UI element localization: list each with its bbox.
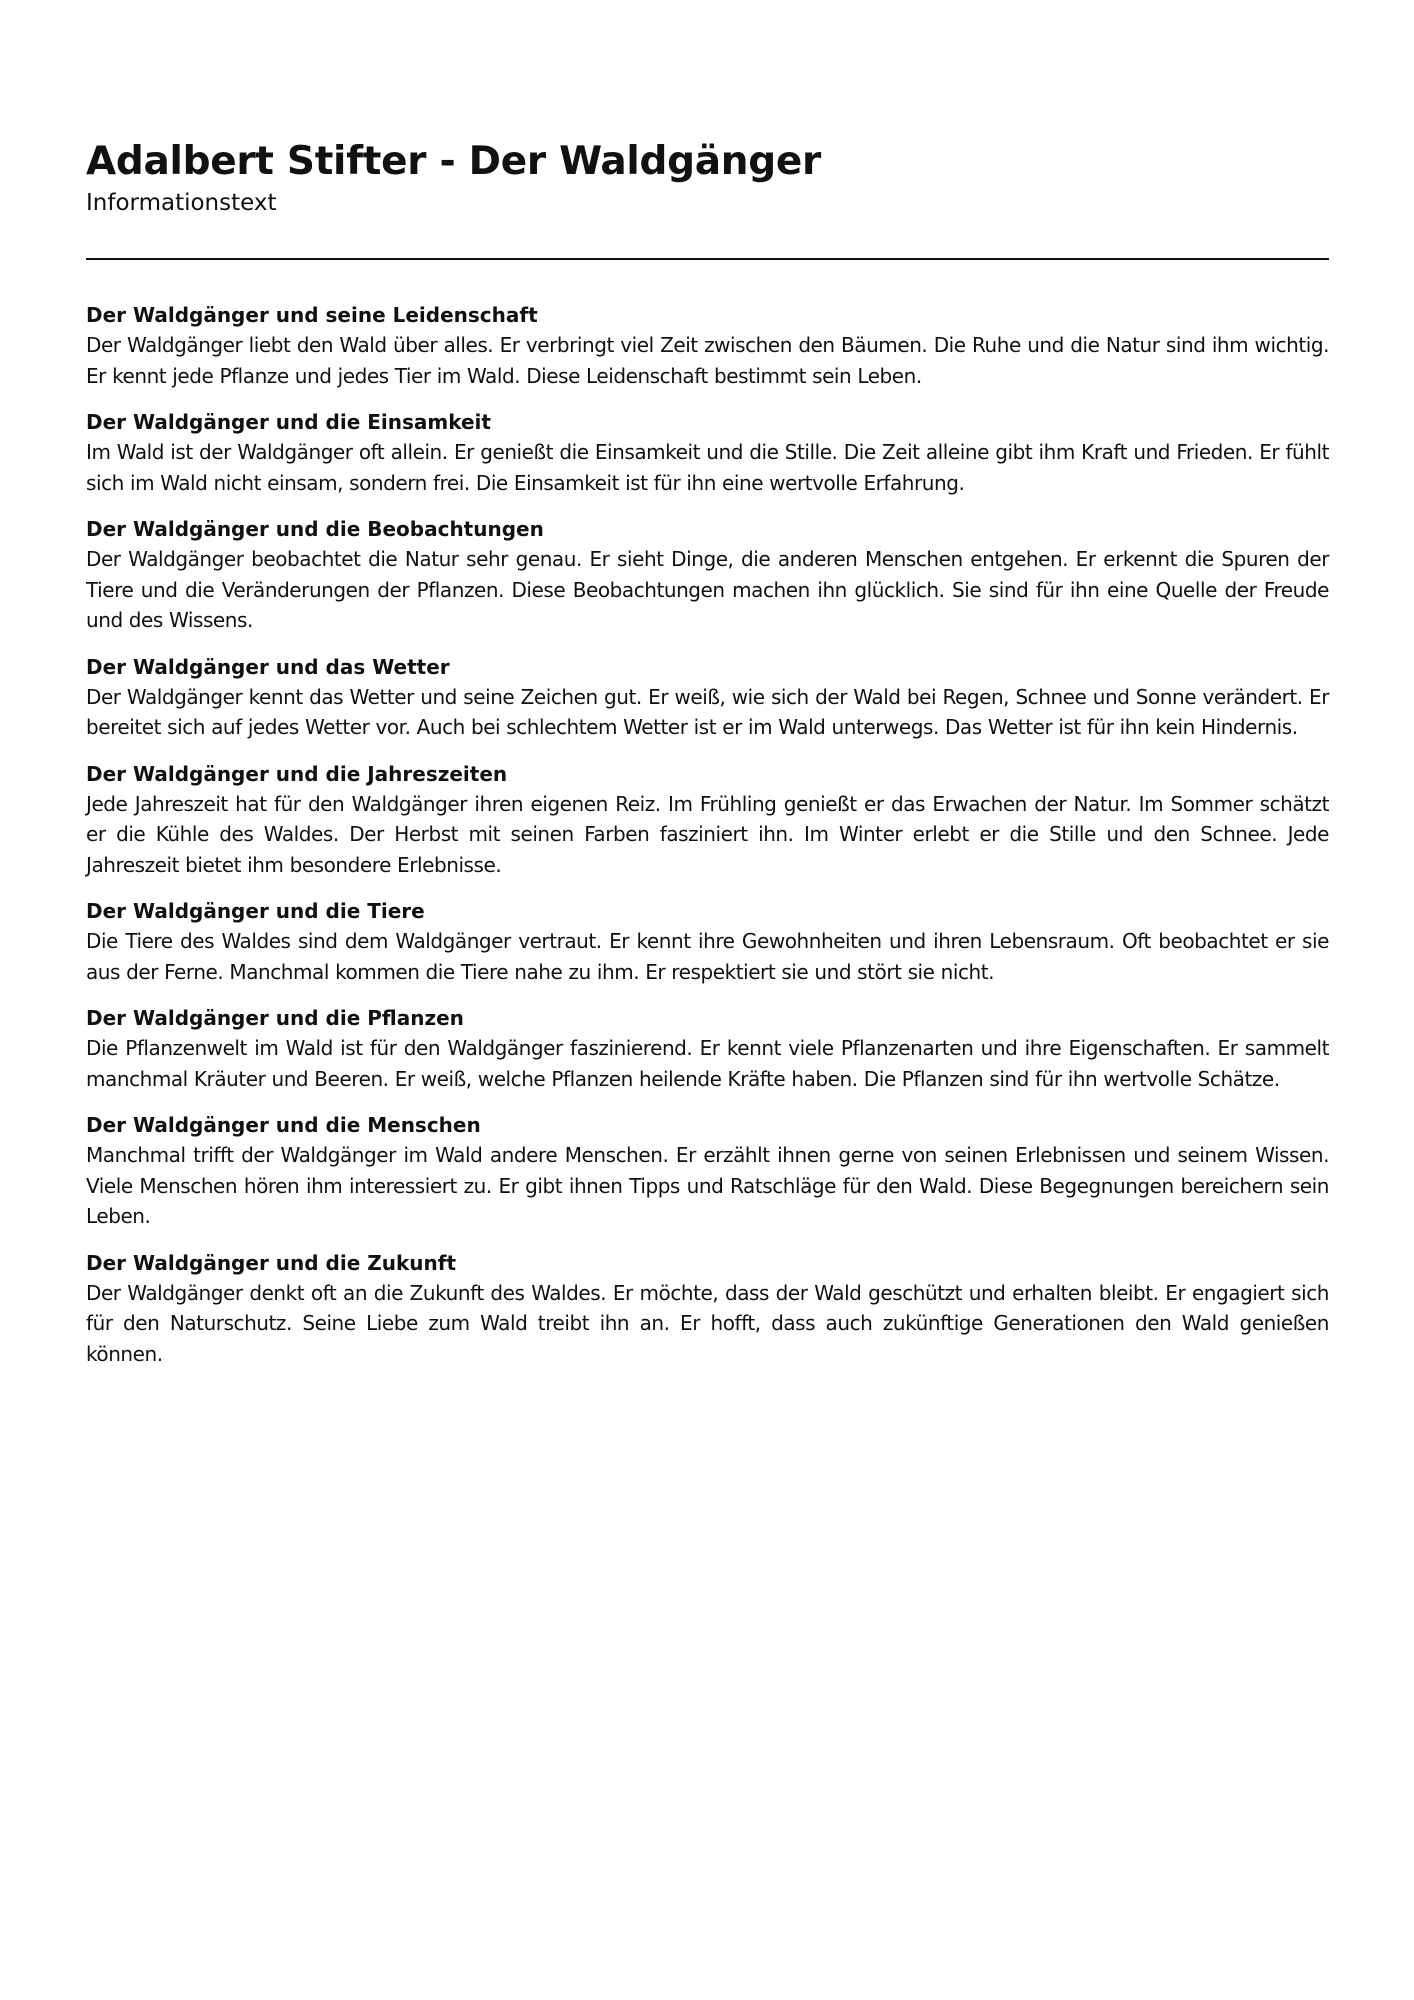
document-page [86,138,1329,1386]
section-body: Der Waldgänger beobachtet die Natur sehr genau. Er sieht Dinge, die anderen Menschen entgehen. Er erkennt die Spuren der Tiere und die Veränderungen der Pflanzen. Diese Beobachtungen machen ihn glücklich. Sie sind für ihn eine Quelle der Freude und des Wissens. [86,547,1329,632]
title-divider [86,258,1329,260]
section-tiere [86,897,1329,987]
section-body: Manchmal trifft der Waldgänger im Wald andere Menschen. Er erzählt ihnen gerne von seinen Erlebnissen und seinem Wissen. Viele Menschen hören ihm interessiert zu. Er gibt ihnen Tipps und Ratschläge für den Wald. Diese Begegnungen bereichern sein Leben. [86,1143,1329,1228]
page-subtitle: Informationstext [86,190,277,216]
section-heading: Der Waldgänger und die Menschen [86,1113,481,1137]
section-body: Der Waldgänger liebt den Wald über alles. Er verbringt viel Zeit zwischen den Bäumen. Die Ruhe und die Natur sind ihm wichtig. Er kennt jede Pflanze und jedes Tier im Wald. Diese Leidenschaft bestimmt sein Leben. [86,333,1329,388]
section-jahreszeiten [86,760,1329,881]
section-wetter [86,653,1329,743]
section-body: Die Tiere des Waldes sind dem Waldgänger vertraut. Er kennt ihre Gewohnheiten und ihren Lebensraum. Oft beobachtet er sie aus der Ferne. Manchmal kommen die Tiere nahe zu ihm. Er respektiert sie und stört sie nicht. [86,929,1329,984]
section-heading: Der Waldgänger und die Beobachtungen [86,517,544,541]
section-body: Im Wald ist der Waldgänger oft allein. Er genießt die Einsamkeit und die Stille. Die Zeit alleine gibt ihm Kraft und Frieden. Er fühlt sich im Wald nicht einsam, sondern frei. Die Einsamkeit ist für ihn eine wertvolle Erfahrung. [86,440,1329,495]
section-body: Die Pflanzenwelt im Wald ist für den Waldgänger faszinierend. Er kennt viele Pflanzenarten und ihre Eigenschaften. Er sammelt manchmal Kräuter und Beeren. Er weiß, welche Pflanzen heilende Kräfte haben. Die Pflanzen sind für ihn wertvolle Schätze. [86,1036,1329,1091]
section-leidenschaft [86,301,1329,391]
section-einsamkeit [86,408,1329,498]
section-pflanzen [86,1004,1329,1094]
section-body: Jede Jahreszeit hat für den Waldgänger ihren eigenen Reiz. Im Frühling genießt er das Erwachen der Natur. Im Sommer schätzt er die Kühle des Waldes. Der Herbst mit seinen Farben fasziniert ihn. Im Winter erlebt er die Stille und den Schnee. Jede Jahreszeit bietet ihm besondere Erlebnisse. [86,791,1329,877]
section-heading: Der Waldgänger und die Tiere [86,899,425,923]
section-zukunft [86,1249,1329,1370]
section-heading: Der Waldgänger und die Einsamkeit [86,410,491,434]
section-heading: Der Waldgänger und die Zukunft [86,1250,456,1275]
section-body: Der Waldgänger denkt oft an die Zukunft des Waldes. Er möchte, dass der Wald geschützt und erhalten bleibt. Er engagiert sich für den Naturschutz. Seine Liebe zum Wald treibt ihn an. Er hofft, dass auch zukünftige Generationen den Wald genießen können. [86,1280,1329,1366]
page-title: Adalbert Stifter - Der Waldgänger [86,139,821,184]
section-heading: Der Waldgänger und die Jahreszeiten [86,761,508,786]
section-menschen [86,1111,1329,1232]
section-heading: Der Waldgänger und seine Leidenschaft [86,303,538,327]
section-heading: Der Waldgänger und das Wetter [86,654,450,679]
section-heading: Der Waldgänger und die Pflanzen [86,1006,464,1030]
section-body: Der Waldgänger kennt das Wetter und seine Zeichen gut. Er weiß, wie sich der Wald bei Regen, Schnee und Sonne verändert. Er bereitet sich auf jedes Wetter vor. Auch bei schlechtem Wetter ist er im Wald unterwegs. Das Wetter ist für ihn kein Hindernis. [86,684,1329,739]
section-beobachtungen [86,515,1329,636]
